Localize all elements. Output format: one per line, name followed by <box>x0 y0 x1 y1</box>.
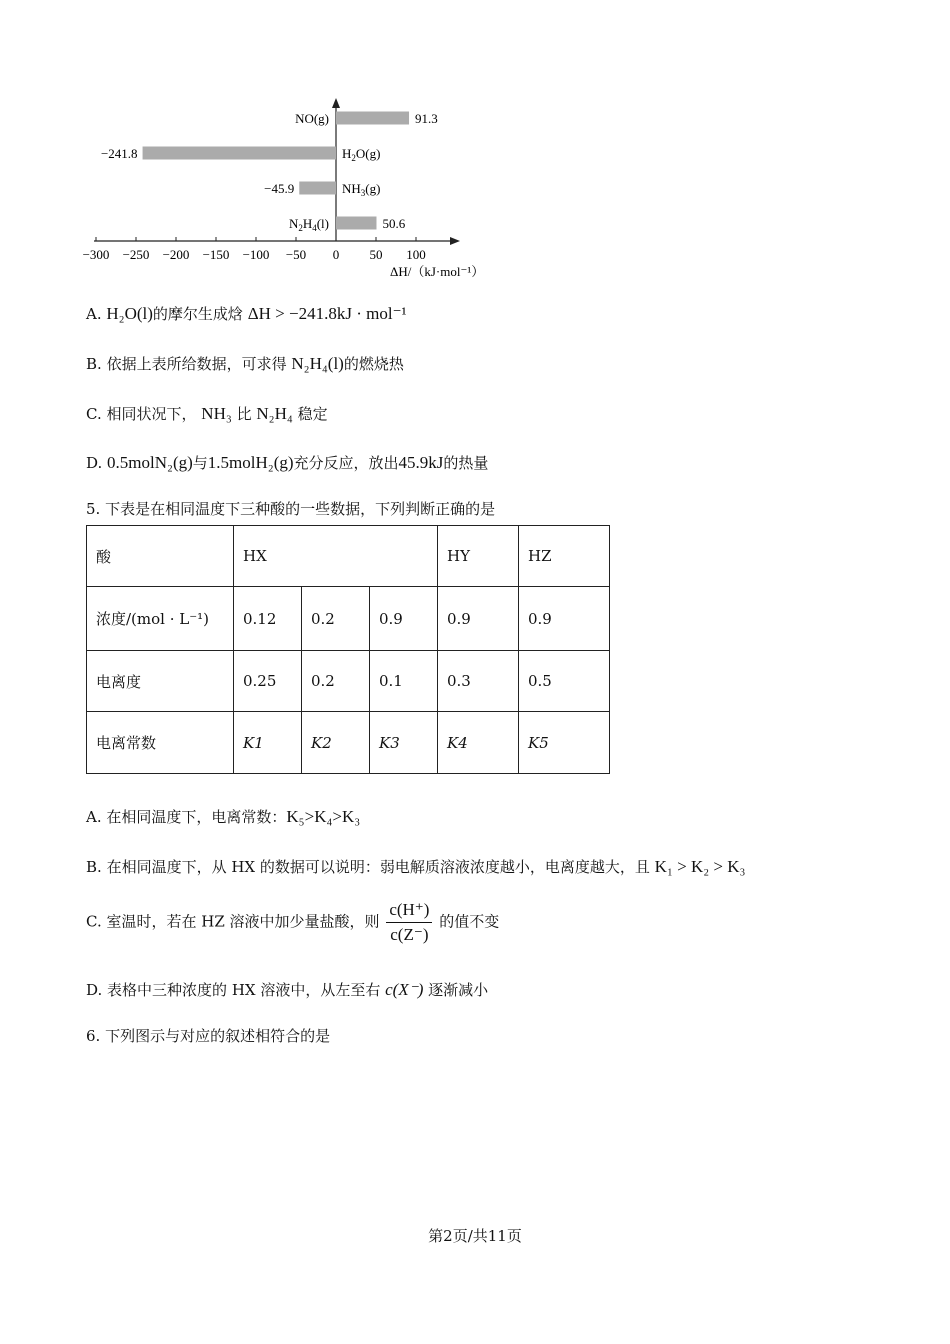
fraction <box>386 900 432 945</box>
table-cell: K5 <box>519 712 610 774</box>
formula: NH₃ <box>201 404 232 423</box>
formula: 45.9kJ <box>398 453 444 472</box>
table-cell: 0.1 <box>370 651 438 712</box>
q5-option-a <box>86 806 360 827</box>
table-cell: 浓度/(mol · L⁻¹) <box>87 587 234 651</box>
text: 在相同温度下，从 HX 的数据可以说明：弱电解质溶液浓度越小，电离度越大，且 <box>106 858 650 876</box>
formula: c(X⁻) <box>385 980 424 999</box>
formula: K₁ > K₂ > K₃ <box>654 857 746 876</box>
text: 充分反应，放出 <box>293 454 399 472</box>
x-tick-label: −250 <box>122 247 150 262</box>
page-footer: 第2页/共11页 <box>428 1227 522 1245</box>
table-cell: 电离常数 <box>87 712 234 774</box>
table-cell: 0.3 <box>438 651 519 712</box>
table-row <box>87 587 610 651</box>
chart-bars <box>101 111 438 233</box>
q5-stem: 5. 下表是在相同温度下三种酸的一些数据，下列判断正确的是 <box>86 500 496 518</box>
option-letter: D. <box>86 981 103 999</box>
bar <box>143 147 336 160</box>
q5-option-b <box>86 856 745 877</box>
bar-category-label: H2O(g) <box>342 146 381 163</box>
table-row <box>87 651 610 712</box>
x-tick-label: −50 <box>285 247 307 262</box>
bar-value-label: −45.9 <box>264 181 295 196</box>
bar-value-label: 50.6 <box>382 216 406 231</box>
table-cell: 0.2 <box>302 651 370 712</box>
table-row <box>87 712 610 774</box>
text: 依据上表所给数据，可求得 <box>106 355 287 373</box>
table-cell: 0.2 <box>302 587 370 651</box>
q5-option-c <box>86 900 499 945</box>
formula: N₂H₄ <box>256 404 293 423</box>
formula: K₅>K₄>K₃ <box>286 807 361 826</box>
bar <box>336 217 376 230</box>
formula: ΔH > −241.8kJ · mol⁻¹ <box>247 304 407 323</box>
table-cell: HX <box>234 526 438 587</box>
table-cell: K2 <box>302 712 370 774</box>
q4-option-d <box>86 452 488 473</box>
text: 表格中三种浓度的 HX 溶液中，从左至右 <box>107 981 381 999</box>
numerator: c(H⁺) <box>386 900 432 923</box>
x-tick-label: −150 <box>202 247 230 262</box>
table-cell: K3 <box>370 712 438 774</box>
table-cell: K1 <box>234 712 302 774</box>
table-cell: 0.12 <box>234 587 302 651</box>
bar-value-label: 91.3 <box>415 111 438 126</box>
option-letter: A. <box>86 808 102 826</box>
formula: N₂H₄(l) <box>291 354 344 373</box>
x-axis-arrow <box>450 237 460 245</box>
bar-category-label: NO(g) <box>295 111 329 126</box>
text: 稳定 <box>297 405 328 423</box>
text: 的摩尔生成焓 <box>152 305 243 323</box>
text: 的燃烧热 <box>343 355 404 373</box>
bar-category-label: NH3(g) <box>342 181 381 198</box>
text: 相同状况下， <box>106 405 197 423</box>
bar <box>336 112 409 125</box>
text: 的值不变 <box>439 912 500 931</box>
q5-option-d <box>86 979 488 1000</box>
table-cell: HZ <box>519 526 610 587</box>
text: 在相同温度下，电离常数： <box>106 808 287 826</box>
table-cell: 电离度 <box>87 651 234 712</box>
q4-option-a <box>86 303 407 324</box>
q6-stem: 6. 下列图示与对应的叙述相符合的是 <box>86 1027 331 1045</box>
x-tick-label: −300 <box>82 247 110 262</box>
option-letter: C. <box>86 912 102 931</box>
bar-value-label: −241.8 <box>100 146 138 161</box>
x-tick-label: 50 <box>369 247 383 262</box>
x-tick-label: −200 <box>162 247 190 262</box>
table-cell: K4 <box>438 712 519 774</box>
table-cell: 酸 <box>87 526 234 587</box>
bar <box>299 182 336 195</box>
x-tick-label: 100 <box>406 247 426 262</box>
formula: 1.5molH₂(g) <box>207 453 294 472</box>
text: 与 <box>192 454 208 472</box>
table-cell: 0.5 <box>519 651 610 712</box>
x-axis-label: ΔH/（kJ·mol⁻¹） <box>390 264 485 279</box>
table-cell: 0.9 <box>370 587 438 651</box>
bar-category-label: N2H4(l) <box>288 216 329 233</box>
table-cell: 0.9 <box>438 587 519 651</box>
option-letter: B. <box>86 355 102 373</box>
text: 室温时，若在 HZ 溶液中加少量盐酸，则 <box>106 912 380 931</box>
option-letter: A. <box>86 305 102 323</box>
text: 比 <box>236 405 252 423</box>
q4-option-c <box>86 403 328 424</box>
text: 的热量 <box>443 454 489 472</box>
q4-option-b <box>86 353 404 374</box>
text: 逐渐减小 <box>428 981 489 999</box>
x-tick-label: 0 <box>332 247 340 262</box>
table-cell: HY <box>438 526 519 587</box>
acid-data-table <box>86 525 610 774</box>
option-letter: C. <box>86 405 102 423</box>
formula: 0.5molN₂(g) <box>107 453 193 472</box>
table-cell: 0.25 <box>234 651 302 712</box>
table-row <box>87 526 610 587</box>
x-tick-label: −100 <box>242 247 270 262</box>
table-cell: 0.9 <box>519 587 610 651</box>
y-axis-arrow <box>332 98 340 108</box>
option-letter: B. <box>86 858 102 876</box>
denominator: c(Z⁻) <box>390 925 429 944</box>
option-letter: D. <box>86 454 103 472</box>
enthalpy-bar-chart <box>80 95 500 285</box>
formula: H₂O(l) <box>106 304 153 323</box>
